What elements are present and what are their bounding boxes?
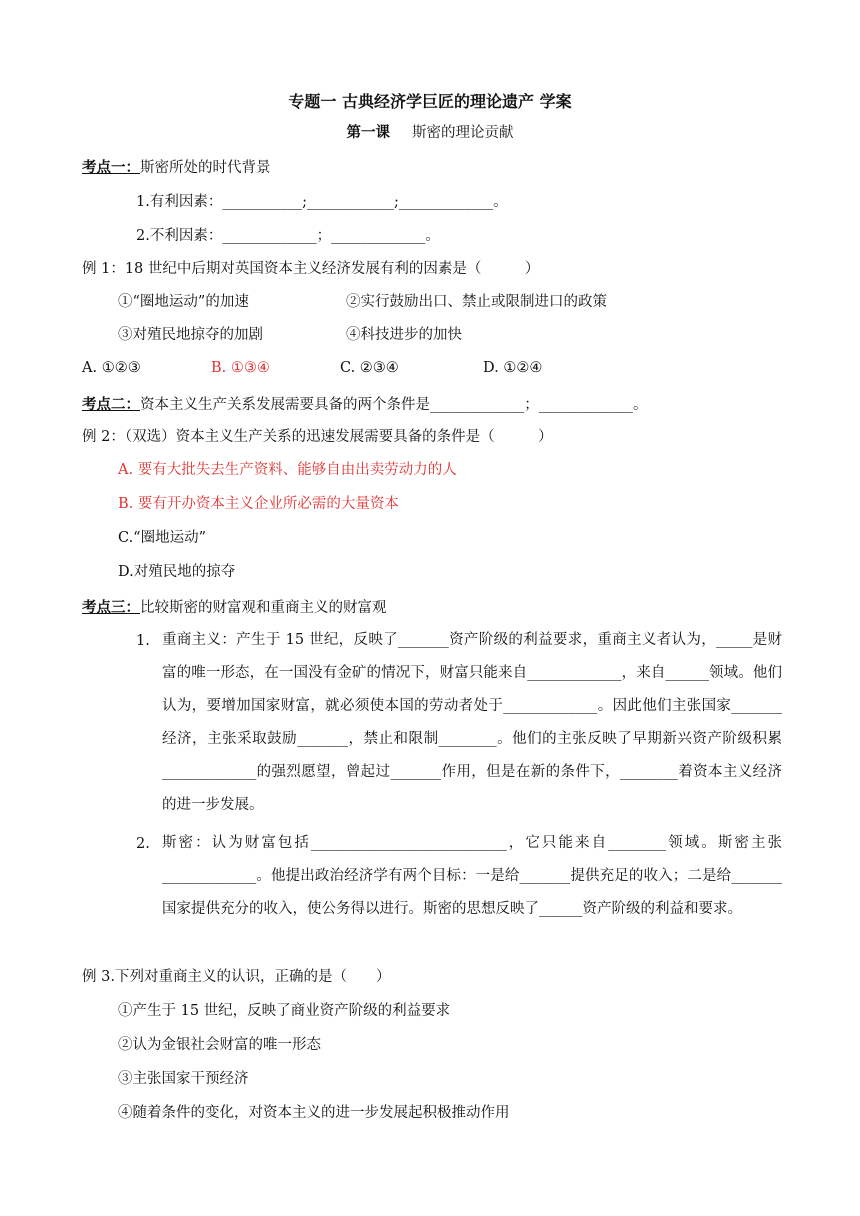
example2-option-d: D.对殖民地的掠夺 <box>118 564 236 580</box>
example1-choice-d: D. ①②④ <box>483 360 543 376</box>
example3-statement-3: ③主张国家干预经济 <box>118 1071 249 1087</box>
kaodian3-item1-number: 1. <box>136 633 150 649</box>
kaodian3-heading <box>82 597 387 619</box>
example1-option-1: ①“圈地运动”的加速 <box>118 294 249 310</box>
example2-question: 例 2：（双选）资本主义生产关系的迅速发展需要具备的条件是（ ） <box>82 429 553 445</box>
kaodian1-line1: 1.有利因素：___________;____________;_____________。 <box>136 194 508 210</box>
kaodian3-item1-paragraph: 重商主义：产生于 15 世纪，反映了_______资产阶级的利益要求，重商主义者认为，_____是财富的唯一形态，在一国没有金矿的情况下，财富只能来自_____________，来自______领域。他们认为，要增加国家财富，就必须使本国的劳动者处于_____________。因此他们主张国家_______经济，主张采取鼓励_______，禁止和限制________。他们的主张反映了早期新兴资产阶级积累_____________的强烈愿望，曾起过_______作用，但是在新的条件下，________着资本主义经济的进一步发展。 <box>162 632 782 813</box>
lesson-number: 第一课 <box>346 124 390 141</box>
kaodian3-item2-number: 2. <box>136 836 150 852</box>
kaodian3-text: 比较斯密的财富观和重商主义的财富观 <box>140 600 387 616</box>
kaodian1-label: 考点一： <box>82 159 140 176</box>
example2-option-a: A. 要有大批失去生产资料、能够自由出卖劳动力的人 <box>118 462 457 478</box>
example1-option-4: ④科技进步的加快 <box>346 327 462 343</box>
kaodian3-item2-paragraph: 斯密：认为财富包括___________________________，它只能来自________领域。斯密主张_____________。他提出政治经济学有两个目标：一是给_______提供充足的收入；二是给_______国家提供充分的收入，使公务得以进行。斯密的思想反映了______资产阶级的利益和要求。 <box>162 835 782 917</box>
example2-option-c: C.“圈地运动” <box>118 530 207 546</box>
kaodian1-heading <box>82 157 271 179</box>
example1-option-3: ③对殖民地掠夺的加剧 <box>118 327 263 343</box>
example1-question: 例 1：18 世纪中后期对英国资本主义经济发展有利的因素是（ ） <box>82 261 540 277</box>
kaodian2-text: 资本主义生产关系发展需要具备的两个条件是_____________；_____________。 <box>140 397 648 413</box>
kaodian3-label: 考点三： <box>82 599 140 616</box>
example3-statement-2: ②认为金银社会财富的唯一形态 <box>118 1037 321 1053</box>
example3-statement-4: ④随着条件的变化，对资本主义的进一步发展起积极推动作用 <box>118 1105 510 1121</box>
page-title: 专题一 古典经济学巨匠的理论遗产 学案 <box>288 92 572 111</box>
example1-choice-b: B. ①③④ <box>211 360 270 376</box>
lesson-subtitle <box>0 122 860 144</box>
example1-choice-a: A. ①②③ <box>82 360 141 376</box>
example3-question: 例 3.下列对重商主义的认识，正确的是（ ） <box>82 969 391 985</box>
example2-option-b: B. 要有开办资本主义企业所必需的大量资本 <box>118 496 399 512</box>
kaodian1-line2: 2.不利因素：_____________；_____________。 <box>136 228 440 244</box>
kaodian1-text: 斯密所处的时代背景 <box>140 160 271 176</box>
lesson-name: 斯密的理论贡献 <box>412 125 514 141</box>
kaodian2-heading <box>82 394 648 416</box>
example1-choice-c: C. ②③④ <box>340 360 399 376</box>
kaodian2-label: 考点二： <box>82 396 140 413</box>
example3-statement-1: ①产生于 15 世纪，反映了商业资产阶级的利益要求 <box>118 1003 451 1019</box>
example1-option-2: ②实行鼓励出口、禁止或限制进口的政策 <box>346 294 607 310</box>
